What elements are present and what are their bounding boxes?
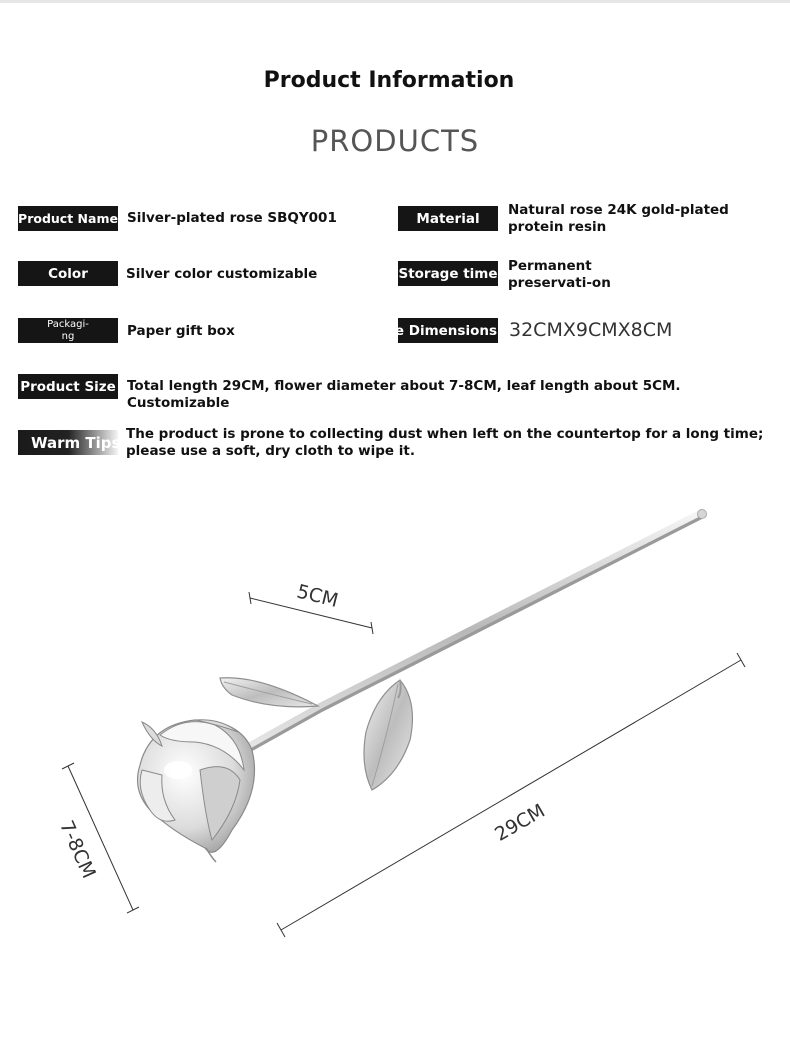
upper-leaf <box>220 678 318 707</box>
product-size-label: Product Size <box>18 374 118 399</box>
silver-rose-diagram <box>0 470 790 1049</box>
page-subtitle: PRODUCTS <box>310 124 480 158</box>
color-label: Color <box>18 261 118 286</box>
packaging-label: Packagi-ng <box>18 318 118 343</box>
material-value: Natural rose 24K gold-plated protein resin <box>508 202 729 235</box>
flower-diameter-dimension <box>55 763 139 913</box>
product-name-label: Product Name <box>18 206 118 231</box>
packaging-value: Paper gift box <box>127 323 235 339</box>
material-label: Material <box>398 206 498 231</box>
flower-diameter-label: 7-8CM <box>55 817 100 882</box>
leaf-length-label: 5CM <box>294 580 341 612</box>
product-name-value: Silver-plated rose SBQY001 <box>127 210 337 226</box>
warm-tips-value: The product is prone to collecting dust when left on the countertop for a long time; please use a soft, dry cloth to wipe it. <box>126 426 764 459</box>
color-value: Silver color customizable <box>126 266 318 282</box>
leaf-length-dimension <box>249 580 373 634</box>
rose-bloom <box>138 720 255 862</box>
top-divider <box>0 0 790 3</box>
total-length-label: 29CM <box>491 799 549 846</box>
lower-leaf <box>364 680 412 790</box>
product-size-value: Total length 29CM, flower diameter about 7-8CM, leaf length about 5CM. Customizable <box>127 378 681 411</box>
storage-time-value: Permanent preservati-on <box>508 258 611 291</box>
page-title: Product Information <box>263 68 515 93</box>
package-dimensions-label: ge Dimensions <box>398 318 498 343</box>
package-dimensions-value: 32CMX9CMX8CM <box>509 319 673 341</box>
warm-tips-label: Warm Tips <box>18 430 118 455</box>
storage-time-label: Storage time <box>398 261 498 286</box>
